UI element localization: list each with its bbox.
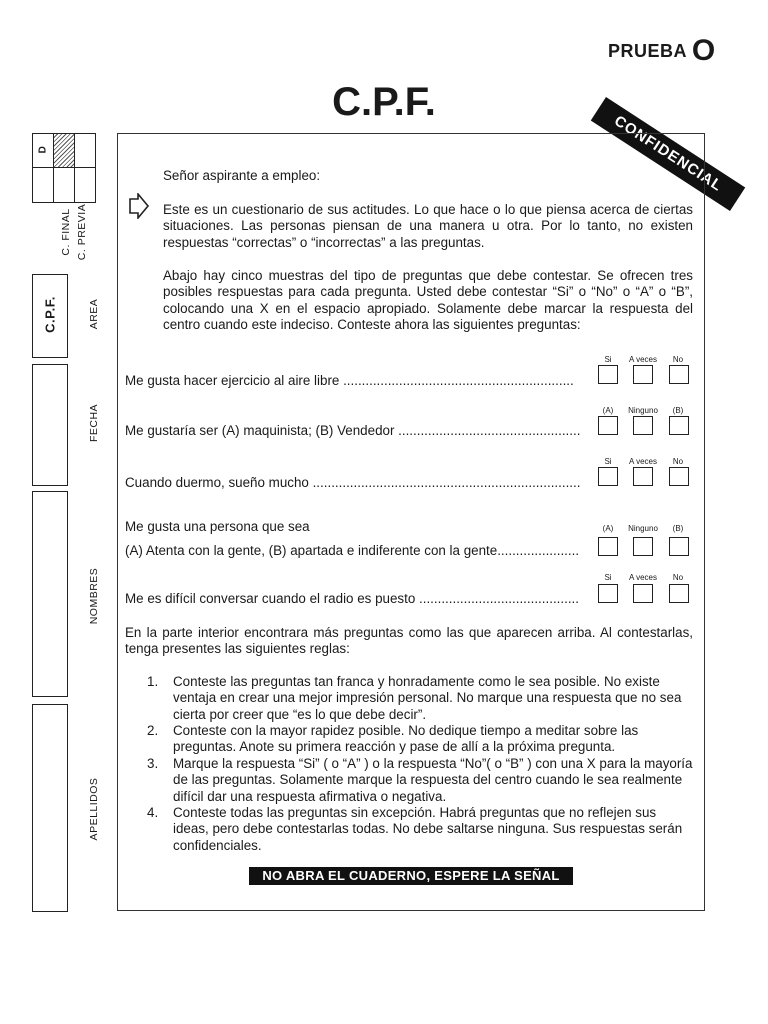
rule-text: Conteste con la mayor rapidez posible. No dedique tiempo a meditar sobre las preguntas. Anote su primera reacción y pase de allí a la próxima pregunta. xyxy=(173,723,639,755)
answer-checkbox[interactable] xyxy=(633,416,653,435)
intro-paragraph-1: Este es un cuestionario de sus actitudes. Lo que hace o lo que piensa acerca de ciertas situaciones. Las personas piensan de una manera u otra. Por lo tanto, no existen respuestas “correctas” o “incorrectas” a las preguntas. xyxy=(163,202,693,250)
c-final-label: C. FINAL xyxy=(60,208,72,256)
code-cell[interactable] xyxy=(54,168,75,202)
option-label: No xyxy=(672,457,684,466)
wait-signal-banner: NO ABRA EL CUADERNO, ESPERE LA SEÑAL xyxy=(249,867,573,885)
confidential-stamp: CONFIDENCIAL xyxy=(591,97,745,211)
code-cell[interactable] xyxy=(75,134,95,168)
cpf-label: C.P.F. xyxy=(42,296,58,333)
answer-checkbox[interactable] xyxy=(669,537,689,556)
option-label: (B) xyxy=(672,524,684,533)
intro-paragraph-2: Abajo hay cinco muestras del tipo de preguntas que debe contestar. Se ofrecen tres posibles respuestas para cada pregunta. Usted debe contestar “Si” o “No” o “A” o “B”, colocando una X en el espacio apropiado. Solamente debe marcar la respuesta del centro cuando este indeciso. Conteste ahora las siguientes preguntas: xyxy=(163,268,693,333)
c-previa-label: C. PREVIA xyxy=(76,203,88,261)
page-title: C.P.F. xyxy=(332,80,436,124)
code-cell-d xyxy=(33,134,54,168)
option-label: No xyxy=(672,355,684,364)
question-text: Me es difícil conversar cuando el radio es puesto ........................................... xyxy=(125,591,579,606)
answer-checkbox[interactable] xyxy=(669,416,689,435)
question-text: Me gusta hacer ejercicio al aire libre .............................................................. xyxy=(125,373,574,388)
question-text-line1: Me gusta una persona que sea xyxy=(125,519,310,534)
prueba-label: PRUEBA xyxy=(608,41,687,61)
fecha-field[interactable] xyxy=(32,364,68,486)
rule-text: Marque la respuesta “Si” ( o “A” ) o la respuesta “No”( o “B” ) con una X para la mayoría de las preguntas. Solamente marque la respuesta del centro cuando le sea realmente difícil dar una respuesta afirmativa o negativa. xyxy=(173,756,693,804)
option-label: Si xyxy=(604,573,612,582)
code-grid xyxy=(32,133,96,203)
option-label: A veces xyxy=(628,355,657,364)
answer-checkbox[interactable] xyxy=(633,537,653,556)
option-label: (A) xyxy=(602,524,614,533)
option-label: A veces xyxy=(628,573,657,582)
rule-item xyxy=(147,756,693,806)
nombres-field[interactable] xyxy=(32,491,68,697)
rule-text: Conteste todas las preguntas sin excepción. Habrá preguntas que no reflejen sus ideas, pero debe contestarlas todas. No debe saltarse ninguna. Sus respuestas serán confidenciales. xyxy=(173,805,683,853)
option-label: (A) xyxy=(602,406,614,415)
code-cell[interactable] xyxy=(33,168,54,202)
answer-checkbox[interactable] xyxy=(598,416,618,435)
option-label: Si xyxy=(604,457,612,466)
arrow-right-icon xyxy=(128,193,150,219)
option-label: Ninguno xyxy=(628,524,658,533)
answer-checkbox[interactable] xyxy=(598,537,618,556)
rule-text: Conteste las preguntas tan franca y honradamente como le sea posible. No existe ventaja en crear una mejor impresión personal. No marque una respuesta que no sea cierta por creer que “es lo que debe decir”. xyxy=(173,674,682,722)
option-label: (B) xyxy=(672,406,684,415)
rule-item xyxy=(147,723,693,757)
question-text: (A) Atenta con la gente, (B) apartada e indiferente con la gente...................... xyxy=(125,543,580,558)
rules-intro: En la parte interior encontrara más preguntas como las que aparecen arriba. Al contestarlas, tenga presentes las siguientes reglas: xyxy=(125,625,693,657)
answer-checkbox[interactable] xyxy=(633,584,653,603)
option-label: A veces xyxy=(628,457,657,466)
rule-number: 2. xyxy=(147,723,159,738)
area-label: AREA xyxy=(88,298,100,330)
rule-number: 3. xyxy=(147,756,159,771)
nombres-label: NOMBRES xyxy=(88,567,100,625)
answer-checkbox[interactable] xyxy=(598,584,618,603)
option-label: Ninguno xyxy=(628,406,658,415)
rule-item xyxy=(147,674,693,724)
option-label: Si xyxy=(604,355,612,364)
code-cell-hatched xyxy=(54,134,75,168)
test-label xyxy=(608,34,716,68)
answer-checkbox[interactable] xyxy=(669,365,689,384)
rule-number: 4. xyxy=(147,805,159,820)
answer-checkbox[interactable] xyxy=(669,467,689,486)
prueba-letter: O xyxy=(691,34,716,67)
cpf-box xyxy=(32,274,68,358)
greeting: Señor aspirante a empleo: xyxy=(163,168,321,183)
fecha-label: FECHA xyxy=(88,403,100,443)
code-cell[interactable] xyxy=(75,168,95,202)
answer-checkbox[interactable] xyxy=(598,365,618,384)
rule-item xyxy=(147,805,693,855)
question-text: Me gustaría ser (A) maquinista; (B) Vendedor ................................................. xyxy=(125,423,581,438)
answer-checkbox[interactable] xyxy=(598,467,618,486)
rule-number: 1. xyxy=(147,674,159,689)
option-label: No xyxy=(672,573,684,582)
apellidos-field[interactable] xyxy=(32,704,68,912)
question-text: Cuando duermo, sueño mucho ........................................................................ xyxy=(125,475,581,490)
answer-checkbox[interactable] xyxy=(633,467,653,486)
code-letter: D xyxy=(37,145,49,154)
answer-checkbox[interactable] xyxy=(669,584,689,603)
apellidos-label: APELLIDOS xyxy=(88,777,100,841)
answer-checkbox[interactable] xyxy=(633,365,653,384)
